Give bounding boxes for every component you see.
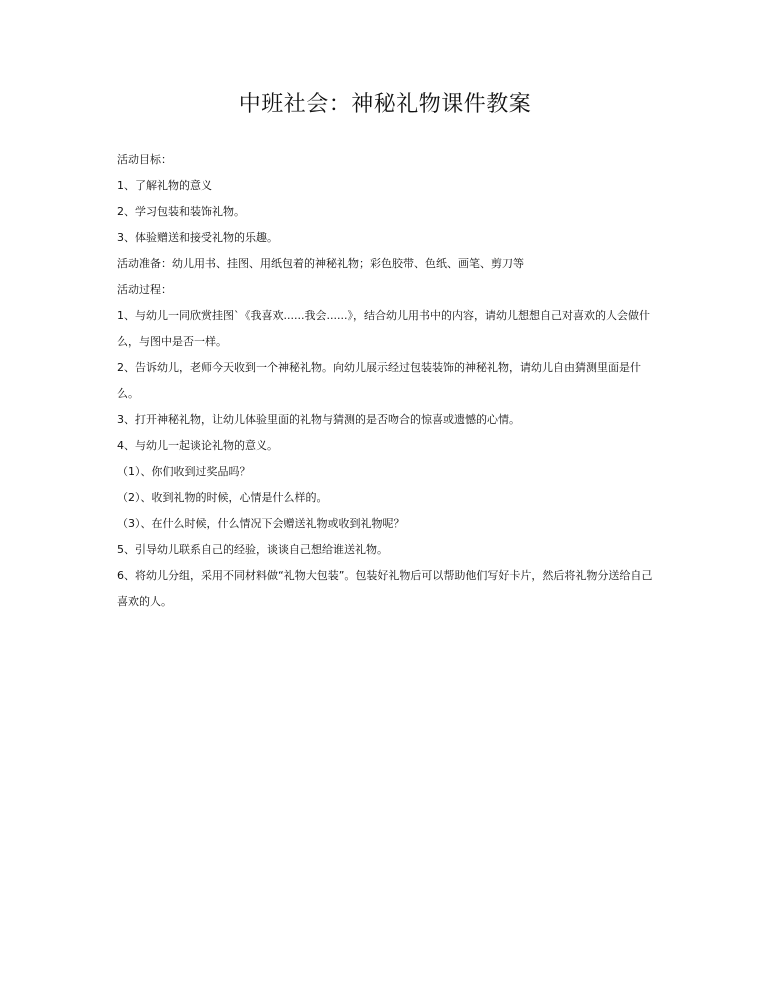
- process-step: 4、与幼儿一起谈论礼物的意义。: [117, 439, 278, 452]
- process-step: 3、打开神秘礼物，让幼儿体验里面的礼物与猜测的是否吻合的惊喜或遗憾的心情。: [117, 413, 520, 426]
- document-title: 中班社会：神秘礼物课件教案: [238, 92, 532, 117]
- discussion-question: （2）、收到礼物的时候，心情是什么样的。: [117, 491, 328, 504]
- goal-item: 3、体验赠送和接受礼物的乐趣。: [117, 231, 278, 244]
- goal-item: 1、了解礼物的意义: [117, 179, 212, 192]
- discussion-question: （1）、你们收到过奖品吗？: [117, 465, 251, 478]
- section-heading-goals: 活动目标：: [117, 153, 172, 166]
- process-step: 1、与幼儿一同欣赏挂图`《我喜欢......我会......》，结合幼儿用书中的内容，请幼儿想想自己对喜欢的人会做什么，与图中是否一样。: [117, 309, 650, 348]
- document-body: [117, 150, 662, 618]
- process-step: 2、告诉幼儿，老师今天收到一个神秘礼物。向幼儿展示经过包装装饰的神秘礼物，请幼儿自由猜测里面是什么。: [117, 361, 641, 400]
- process-step: 6、将幼儿分组，采用不同材料做“礼物大包装”。包装好礼物后可以帮助他们写好卡片，然后将礼物分送给自己喜欢的人。: [117, 569, 653, 608]
- goal-item: 2、学习包装和装饰礼物。: [117, 205, 245, 218]
- section-heading-process: 活动过程：: [117, 283, 172, 296]
- discussion-question: （3）、在什么时候，什么情况下会赠送礼物或收到礼物呢？: [117, 517, 405, 530]
- process-step: 5、引导幼儿联系自己的经验，谈谈自己想给谁送礼物。: [117, 543, 388, 556]
- preparation-paragraph: 活动准备：幼儿用书、挂图、用纸包着的神秘礼物；彩色胶带、色纸、画笔、剪刀等: [117, 257, 524, 270]
